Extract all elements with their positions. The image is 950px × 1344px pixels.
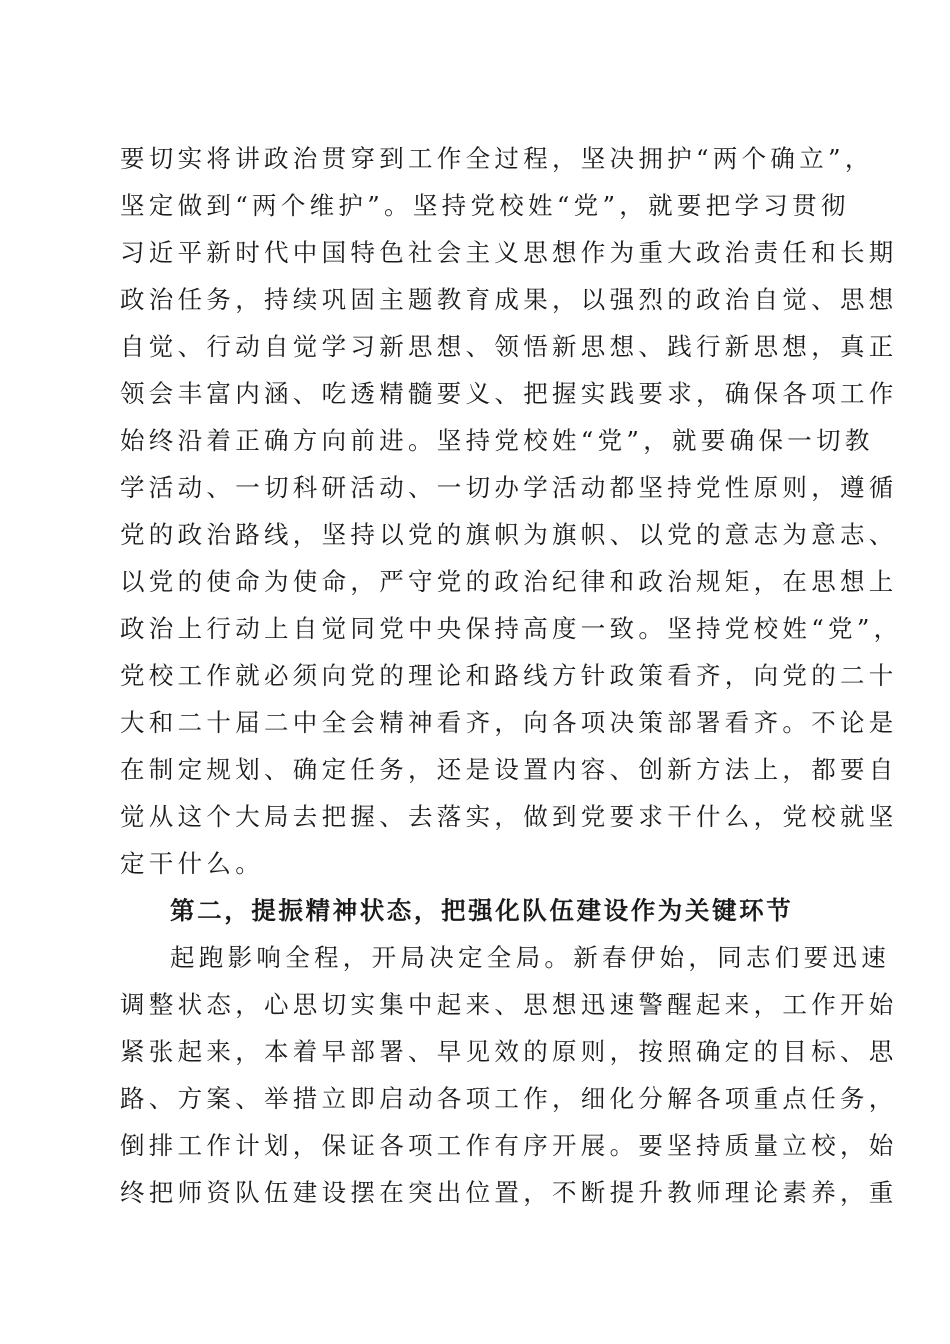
paragraph-first-line: 起跑影响全程，开局决定全局。新春伊始，同志们要迅速 xyxy=(170,943,890,972)
text-line: 党校工作就必须向党的理论和路线方针政策看齐，向党的二十 xyxy=(120,661,898,690)
text-line: 定干什么。 xyxy=(120,849,264,878)
text-line: 路、方案、举措立即启动各项工作，细化分解各项重点任务， xyxy=(120,1084,898,1113)
text-line: 终把师资队伍建设摆在突出位置，不断提升教师理论素养，重 xyxy=(120,1178,898,1207)
text-line: 调整状态，心思切实集中起来、思想迅速警醒起来，工作开始 xyxy=(120,990,898,1019)
text-line: 要切实将讲政治贯穿到工作全过程，坚决拥护“两个确立”， xyxy=(120,144,874,173)
text-line: 坚定做到“两个维护”。坚持党校姓“党”，就要把学习贯彻 xyxy=(120,191,850,220)
text-line: 党的政治路线，坚持以党的旗帜为旗帜、以党的意志为意志、 xyxy=(120,520,898,549)
text-line: 政治任务，持续巩固主题教育成果，以强烈的政治自觉、思想 xyxy=(120,285,898,314)
text-line: 始终沿着正确方向前进。坚持党校姓“党”，就要确保一切教 xyxy=(120,426,874,455)
text-line: 学活动、一切科研活动、一切办学活动都坚持党性原则，遵循 xyxy=(120,473,898,502)
text-line: 以党的使命为使命，严守党的政治纪律和政治规矩，在思想上 xyxy=(120,567,898,596)
text-line: 领会丰富内涵、吃透精髓要义、把握实践要求，确保各项工作 xyxy=(120,379,898,408)
text-line: 紧张起来，本着早部署、早见效的原则，按照确定的目标、思 xyxy=(120,1037,898,1066)
text-line: 大和二十届二中全会精神看齐，向各项决策部署看齐。不论是 xyxy=(120,708,898,737)
text-line: 政治上行动上自觉同党中央保持高度一致。坚持党校姓“党”， xyxy=(120,614,903,643)
text-line: 倒排工作计划，保证各项工作有序开展。要坚持质量立校，始 xyxy=(120,1131,898,1160)
text-line: 习近平新时代中国特色社会主义思想作为重大政治责任和长期 xyxy=(120,238,898,267)
section-heading: 第二，提振精神状态，把强化队伍建设作为关键环节 xyxy=(170,896,794,925)
text-line: 自觉、行动自觉学习新思想、领悟新思想、践行新思想，真正 xyxy=(120,332,898,361)
text-line: 觉从这个大局去把握、去落实，做到党要求干什么，党校就坚 xyxy=(120,802,898,831)
text-line: 在制定规划、确定任务，还是设置内容、创新方法上，都要自 xyxy=(120,755,898,784)
